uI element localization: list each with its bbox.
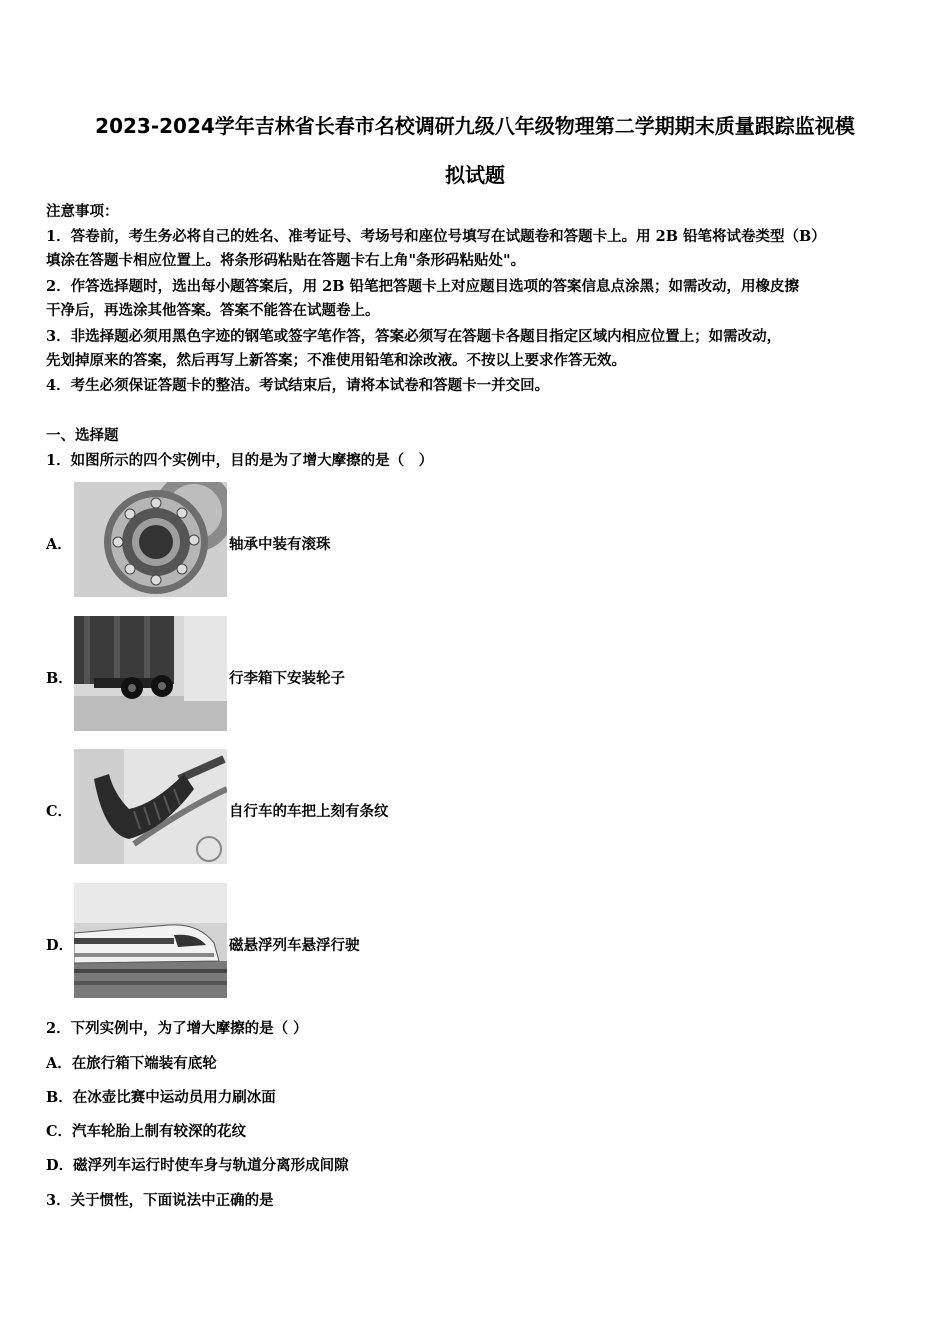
exam-title-line1: 2023-2024学年吉林省长春市名校调研九级八年级物理第二学期期末质量跟踪监视模 <box>95 114 855 138</box>
q1-option-c-text: 自行车的车把上刻有条纹 <box>229 803 389 820</box>
q2-option-d: D．磁浮列车运行时使车身与轨道分离形成间隙 <box>46 1157 349 1174</box>
q2-option-c: C．汽车轮胎上制有较深的花纹 <box>46 1123 247 1140</box>
notice-line-4: 干净后，再选涂其他答案。答案不能答在试题卷上。 <box>46 302 380 319</box>
q1-option-a-letter: A． <box>46 536 72 553</box>
notice-line-7: 4．考生必须保证答题卡的整洁。考试结束后，请将本试卷和答题卡一并交回。 <box>46 377 550 394</box>
notice-line-2: 填涂在答题卡相应位置上。将条形码粘贴在答题卡右上角"条形码粘贴处"。 <box>46 252 526 269</box>
notice-line-6: 先划掉原来的答案，然后再写上新答案；不准使用铅笔和涂改液。不按以上要求作答无效。 <box>46 352 626 369</box>
ball-bearing-image <box>74 482 227 597</box>
exam-title-line2: 拟试题 <box>445 163 505 187</box>
q1-option-d-letter: D． <box>46 937 74 954</box>
question-1-stem: 1．如图所示的四个实例中，目的是为了增大摩擦的是（ ） <box>46 452 434 469</box>
question-2-stem: 2．下列实例中，为了增大摩擦的是（ ） <box>46 1020 308 1037</box>
maglev-train-image <box>74 883 227 998</box>
q1-option-c-letter: C． <box>46 803 73 820</box>
q2-option-a: A．在旅行箱下端装有底轮 <box>46 1055 217 1072</box>
notice-line-1: 1．答卷前，考生务必将自己的姓名、准考证号、考场号和座位号填写在试题卷和答题卡上。用 2B 铅笔将试卷类型（B） <box>46 228 826 245</box>
bike-handlebar-image <box>74 749 227 864</box>
notice-line-5: 3．非选择题必须用黑色字迹的钢笔或签字笔作答，答案必须写在答题卡各题目指定区域内相应位置上；如需改动， <box>46 328 782 345</box>
q1-option-d-text: 磁悬浮列车悬浮行驶 <box>229 937 360 954</box>
notice-line-3: 2．作答选择题时，选出每小题答案后，用 2B 铅笔把答题卡上对应题目选项的答案信息点涂黑；如需改动，用橡皮擦 <box>46 278 800 295</box>
suitcase-wheels-image <box>74 616 227 731</box>
q2-option-b: B．在冰壶比赛中运动员用力刷冰面 <box>46 1089 276 1106</box>
section-heading: 一、选择题 <box>46 427 119 444</box>
question-3-stem: 3．关于惯性，下面说法中正确的是 <box>46 1192 274 1209</box>
q1-option-b-letter: B． <box>46 670 73 687</box>
q1-option-a-text: 轴承中装有滚珠 <box>229 536 331 553</box>
notice-heading: 注意事项： <box>46 203 119 220</box>
q1-option-b-text: 行李箱下安装轮子 <box>229 670 345 687</box>
